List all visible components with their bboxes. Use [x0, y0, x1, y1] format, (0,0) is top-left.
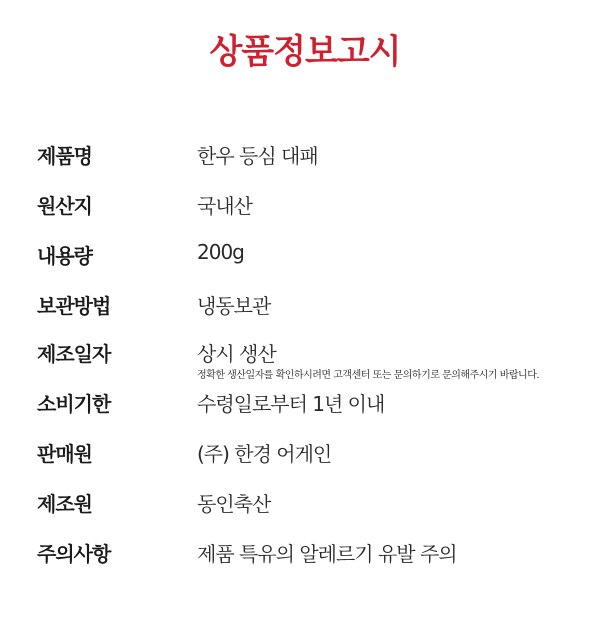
row-value: 제품 특유의 알레르기 유발 주의 — [197, 542, 457, 566]
info-row-origin — [0, 190, 610, 230]
page-title: 상품정보고시 — [209, 32, 401, 72]
row-label: 소비기한 — [37, 392, 111, 416]
row-label: 원산지 — [37, 194, 92, 218]
manufacture-date-note: 정확한 생산일자를 확인하시려면 고객센터 또는 문의하기로 문의해주시기 바랍니다. — [197, 370, 540, 381]
info-row-content-amount — [0, 240, 610, 280]
row-value: 한우 등심 대패 — [197, 144, 318, 168]
row-value: 수령일로부터 1년 이내 — [197, 392, 385, 416]
row-value: (주) 한경 어게인 — [197, 442, 332, 466]
row-label: 제조원 — [37, 492, 92, 516]
row-label: 주의사항 — [37, 542, 111, 566]
info-row-product-name — [0, 140, 610, 180]
info-row-seller — [0, 438, 610, 478]
row-label: 제품명 — [37, 144, 92, 168]
row-value: 국내산 — [197, 194, 252, 218]
row-value: 상시 생산 — [197, 342, 276, 366]
row-label: 내용량 — [37, 244, 92, 268]
row-label: 판매원 — [37, 442, 92, 466]
row-value: 동인축산 — [197, 492, 271, 516]
info-row-expiration — [0, 388, 610, 428]
row-label: 제조일자 — [37, 342, 111, 366]
info-row-manufacturer — [0, 488, 610, 528]
info-row-storage — [0, 290, 610, 330]
row-label: 보관방법 — [37, 294, 111, 318]
row-value: 200g — [197, 240, 244, 264]
row-value: 냉동보관 — [197, 294, 271, 318]
info-row-caution — [0, 538, 610, 578]
